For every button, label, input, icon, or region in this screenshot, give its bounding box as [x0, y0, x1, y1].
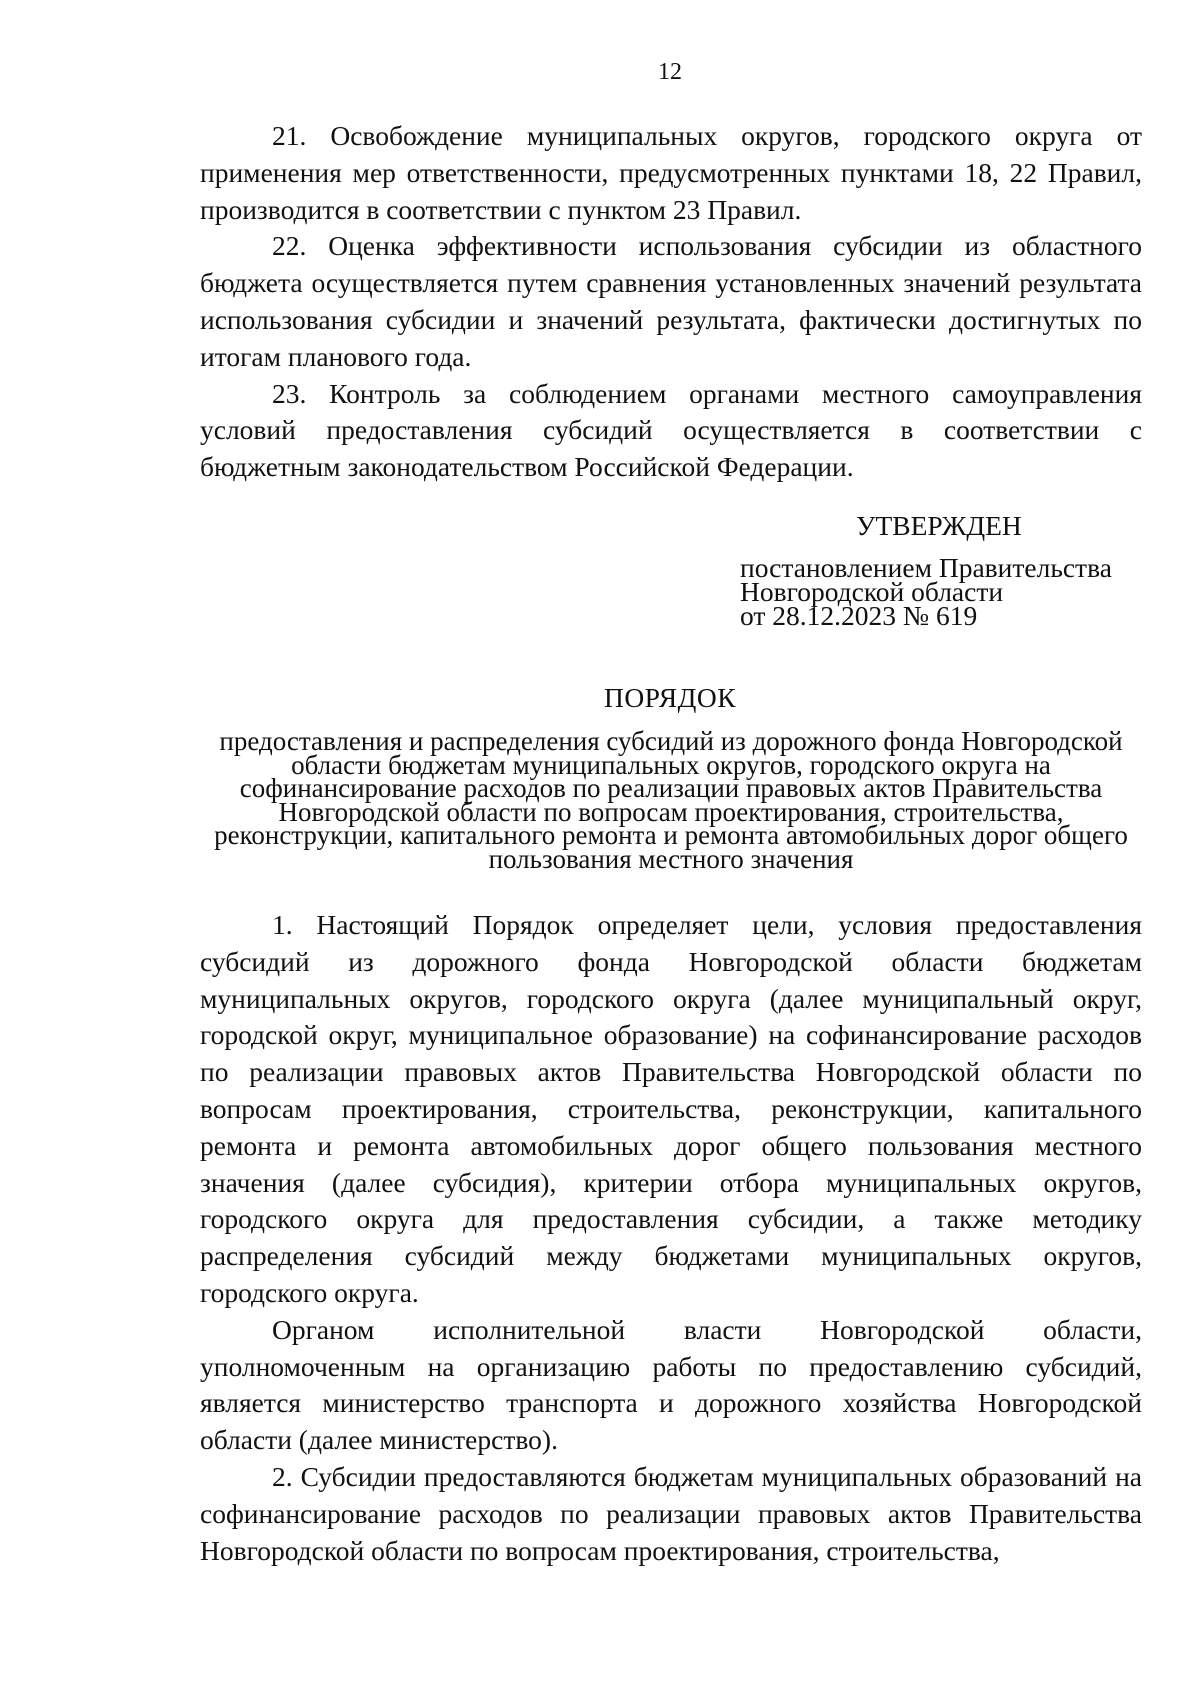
approval-stamp	[740, 510, 1160, 631]
main-paragraphs	[200, 907, 1142, 1569]
approval-line-2: Новгородской области	[740, 576, 1004, 607]
document-subtitle: предоставления и распределения субсидий из дорожного фонда Новгородской области бюджетам муниципальных округов, городского округа на софинансирование расходов по реализации правовых актов Правительства Новгородской области по вопросам проектирования, строительства, реконструкции, капитального ремонта и ремонта автомобильных дорог общего пользования местного значения	[214, 726, 1128, 874]
paragraph-22: 22. Оценка эффективности использования субсидии из областного бюджета осуществляется путем сравнения установленных значений результата использования субсидии и значений результата, фактически достигнутых по итогам планового года.	[200, 230, 1142, 372]
approval-line-1: постановлением Правительства	[740, 552, 1112, 583]
approval-line-3: от 28.12.2023 № 619	[740, 600, 978, 631]
approval-title: УТВЕРЖДЕН	[856, 510, 1022, 541]
top-paragraphs	[200, 118, 1142, 486]
paragraph-2: 2. Субсидии предоставляются бюджетам муниципальных образований на софинансирование расходов по реализации правовых актов Правительства Новгородской области по вопросам проектирования, строительства,	[200, 1460, 1142, 1566]
paragraph-1: 1. Настоящий Порядок определяет цели, условия предоставления субсидий из дорожного фонда Новгородской области бюджетам муниципальных округов, городского округа (далее муниципальный округ, городской округ, муниципальное образование) на софинансирование расходов по реализации правовых актов Правительства Новгородской области по вопросам проектирования, строительства, реконструкции, капитального ремонта и ремонта автомобильных дорог общего пользования местного значения (далее субсидия), критерии отбора муниципальных округов, городского округа для предоставления субсидии, а также методику распределения субсидий между бюджетами муниципальных округов, городского округа.	[200, 909, 1142, 1308]
paragraph-23: 23. Контроль за соблюдением органами местного самоуправления условий предоставления субсидий осуществляется в соответствии с бюджетным законодательством Российской Федерации.	[200, 377, 1142, 483]
paragraph-authority: Органом исполнительной власти Новгородской области, уполномоченным на организацию работы по предоставлению субсидий, является министерство транспорта и дорожного хозяйства Новгородской области (далее министерство).	[200, 1313, 1142, 1456]
document-title: ПОРЯДОК	[603, 682, 737, 713]
page-number: 12	[658, 59, 682, 85]
paragraph-21: 21. Освобождение муниципальных округов, городского округа от применения мер ответственности, предусмотренных пунктами 18, 22 Правил, производится в соответствии с пунктом 23 Правил.	[200, 120, 1142, 225]
